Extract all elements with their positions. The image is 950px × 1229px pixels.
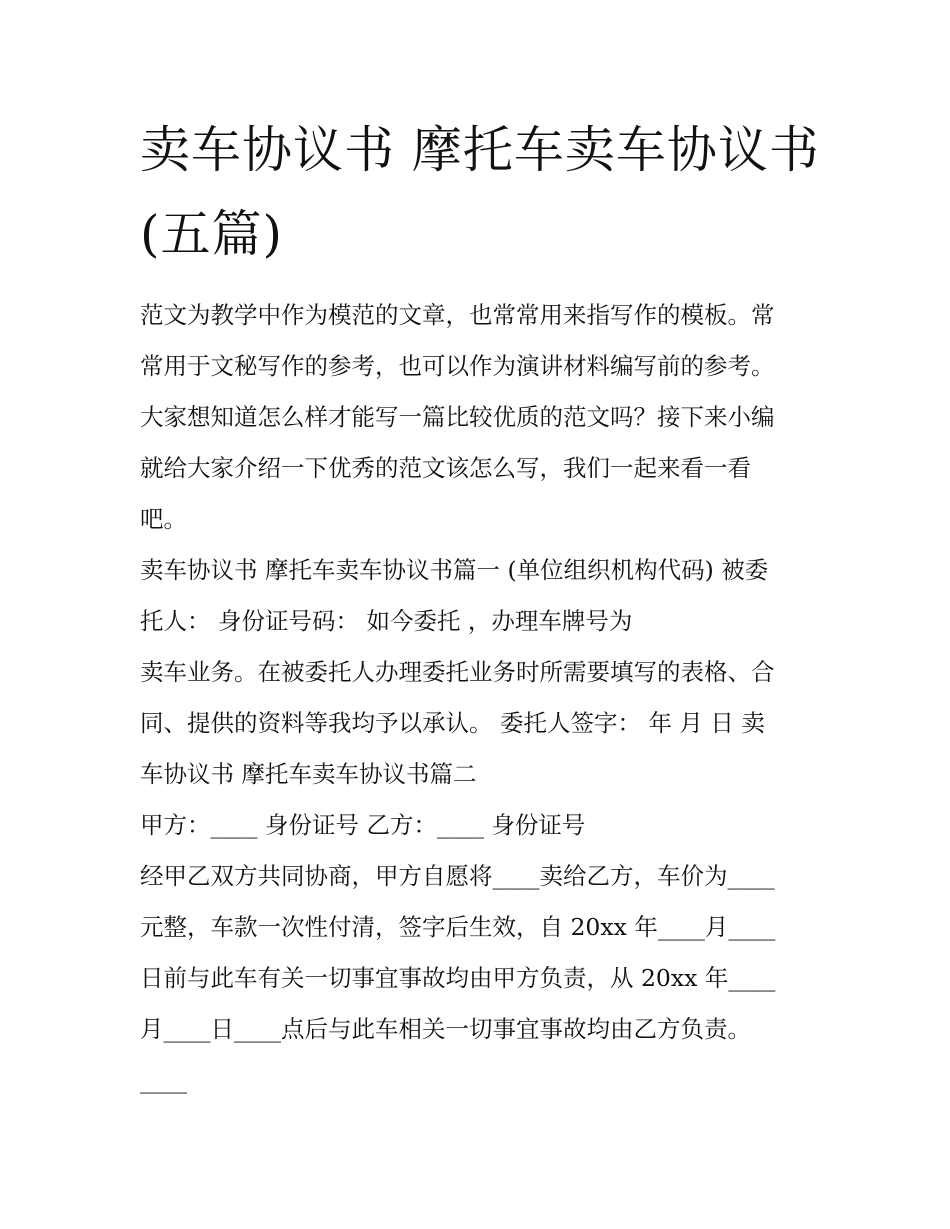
body-line: 卖车业务。在被委托人办理委托业务时所需要填写的表格、合 <box>140 658 775 686</box>
document-page <box>140 108 820 1106</box>
body-line: 大家想知道怎么样才能写一篇比较优质的范文吗？接下来小编 <box>140 403 775 431</box>
body-line: 吧。 <box>140 505 187 533</box>
body-line: 常用于文秘写作的参考，也可以作为演讲材料编写前的参考。 <box>140 352 775 380</box>
body-line: 同、提供的资料等我均予以承认。 委托人签字： 年 月 日 卖 <box>140 709 765 737</box>
document-body <box>140 290 820 1106</box>
body-line: ____ <box>140 1066 187 1094</box>
body-line: 就给大家介绍一下优秀的范文该怎么写，我们一起来看一看 <box>140 454 751 482</box>
body-line: 车协议书 摩托车卖车协议书篇二 <box>140 760 477 788</box>
title-line-2: (五篇) <box>140 205 284 263</box>
body-line: 甲方：____ 身份证号 乙方：____ 身份证号 <box>140 811 586 839</box>
title-line-1: 卖车协议书 摩托车卖车协议书 <box>140 121 820 179</box>
body-line: 月____日____点后与此车相关一切事宜事故均由乙方负责。 <box>140 1015 751 1043</box>
body-line: 托人： 身份证号码： 如今委托 ，办理车牌号为 <box>140 607 633 635</box>
body-line: 日前与此车有关一切事宜事故均由甲方负责，从 20xx 年____ <box>140 964 776 992</box>
body-line: 范文为教学中作为模范的文章，也常常用来指写作的模板。常 <box>140 301 775 329</box>
document-title <box>140 108 820 276</box>
body-line: 元整，车款一次性付清，签字后生效，自 20xx 年____月____ <box>140 913 776 941</box>
body-line: 卖车协议书 摩托车卖车协议书篇一 (单位组织机构代码) 被委 <box>140 556 769 584</box>
body-line: 经甲乙双方共同协商，甲方自愿将____卖给乙方，车价为____ <box>140 862 775 890</box>
